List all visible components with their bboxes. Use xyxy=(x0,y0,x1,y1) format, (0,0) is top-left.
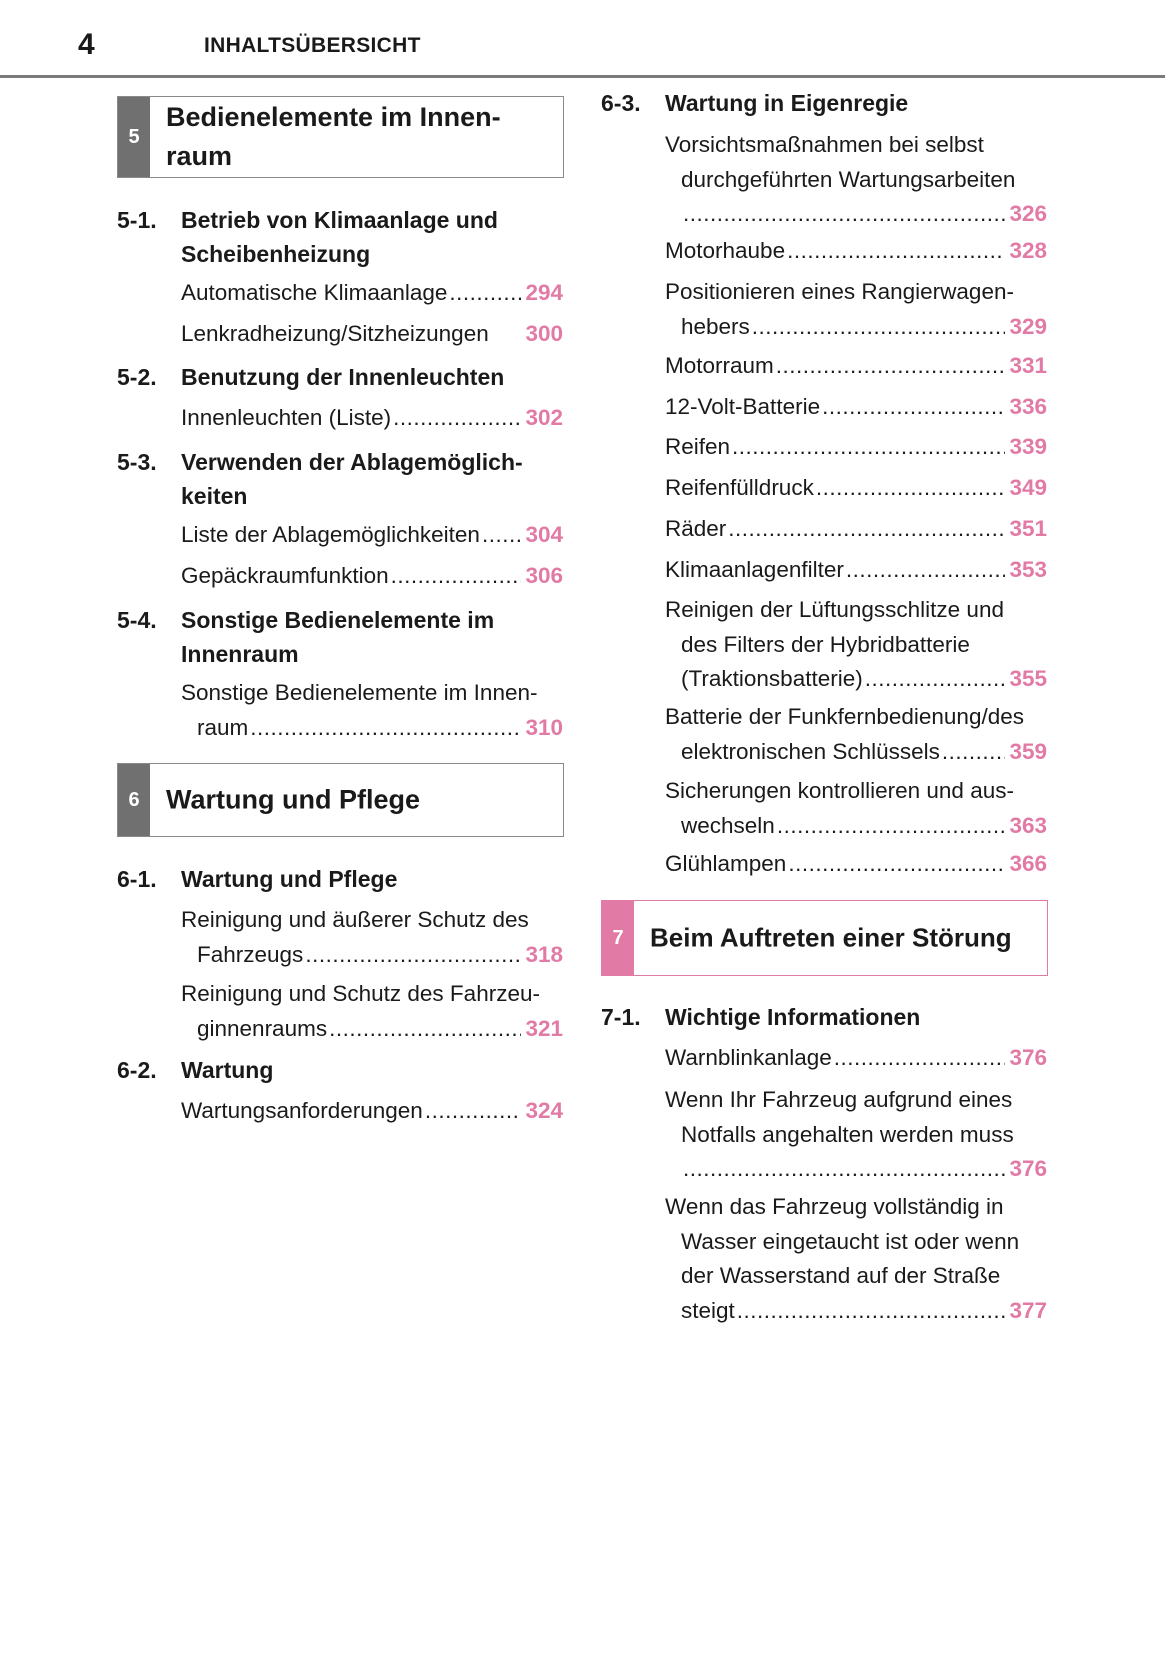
section-title: Betrieb von Klimaanlage und Scheibenheizung xyxy=(181,207,498,267)
toc-entry[interactable]: Innenleuchten (Liste) ..... 302 xyxy=(181,401,563,436)
page-number: 4 xyxy=(78,28,95,61)
chapter-7-heading[interactable] xyxy=(601,900,1048,976)
toc-entry[interactable]: Räder ..... 351 xyxy=(665,512,1047,547)
chapter-tab: 7 xyxy=(602,901,634,975)
section-number: 7-1. xyxy=(601,1004,641,1030)
section-title: Wartung und Pflege xyxy=(181,866,398,892)
toc-entry[interactable]: Batterie der Funkfernbedienung/des elektronischen Schlüssels ..... 359 xyxy=(665,700,1047,769)
chapter-6-heading[interactable] xyxy=(117,763,564,837)
toc-entry[interactable]: Reinigen der Lüftungsschlitze und des Filters der Hybridbatterie (Traktionsbatterie) ..... 355 xyxy=(665,593,1047,697)
page-ref: 377 xyxy=(1009,1297,1047,1323)
page-ref: 310 xyxy=(525,714,563,740)
page-ref: 363 xyxy=(1009,812,1047,838)
chapter-title: Beim Auftreten einer Störung xyxy=(650,922,1012,953)
page-ref: 331 xyxy=(1009,353,1047,378)
toc-entry[interactable]: Sonstige Bedienelemente im Innen- raum ..... 310 xyxy=(181,676,563,745)
toc-entry[interactable]: Reifen ..... 339 xyxy=(665,430,1047,465)
page-header xyxy=(0,0,1165,78)
section-number: 5-4. xyxy=(117,607,157,633)
toc-entry[interactable]: Warnblinkanlage ..... 376 xyxy=(665,1041,1047,1076)
section-number: 5-1. xyxy=(117,207,157,233)
toc-entry[interactable]: Reinigung und äußerer Schutz des Fahrzeugs ..... 318 xyxy=(181,903,563,972)
page-ref: 329 xyxy=(1009,313,1047,339)
toc-entry[interactable]: Sicherungen kontrollieren und aus- wechseln ..... 363 xyxy=(665,774,1047,843)
toc-entry[interactable]: Lenkradheizung/Sitzheizungen 300 xyxy=(181,317,563,352)
page-ref: 304 xyxy=(525,522,563,547)
page-ref: 359 xyxy=(1009,738,1047,764)
page-ref: 324 xyxy=(525,1098,563,1123)
section-number: 5-3. xyxy=(117,449,157,475)
toc-entry[interactable]: Reifenfülldruck ..... 349 xyxy=(665,471,1047,506)
header-divider xyxy=(0,75,1165,78)
page-ref: 376 xyxy=(1009,1045,1047,1070)
chapter-5-heading[interactable] xyxy=(117,96,564,178)
toc-entry[interactable]: Reinigung und Schutz des Fahrzeu- ginnenraums ..... 321 xyxy=(181,977,563,1046)
chapter-tab: 6 xyxy=(118,764,150,836)
page-ref: 349 xyxy=(1009,475,1047,500)
toc-entry[interactable]: Positionieren eines Rangierwagen- hebers ..... 329 xyxy=(665,275,1047,344)
page-title: INHALTSÜBERSICHT xyxy=(204,34,421,57)
toc-entry[interactable]: Vorsichtsmaßnahmen bei selbst durchgeführten Wartungsarbeiten ..... 326 xyxy=(665,128,1047,232)
toc-entry[interactable]: Motorhaube ..... 328 xyxy=(665,234,1047,269)
chapter-title: Bedienelemente im Innen- raum xyxy=(166,102,501,171)
toc-entry[interactable]: Klimaanlagenfilter ..... 353 xyxy=(665,553,1047,588)
page-ref: 326 xyxy=(1009,201,1047,226)
page-ref: 321 xyxy=(525,1015,563,1041)
page-ref: 328 xyxy=(1009,238,1047,263)
page-ref: 318 xyxy=(525,941,563,967)
section-title: Sonstige Bedienelemente im Innenraum xyxy=(181,607,495,667)
page-ref: 300 xyxy=(525,321,563,346)
toc-entry[interactable]: Wenn Ihr Fahrzeug aufgrund eines Notfalls angehalten werden muss ..... 376 xyxy=(665,1083,1047,1187)
section-number: 5-2. xyxy=(117,364,157,390)
section-number: 6-1. xyxy=(117,866,157,892)
page-ref: 376 xyxy=(1009,1156,1047,1181)
page-ref: 294 xyxy=(525,280,563,305)
page-ref: 353 xyxy=(1009,557,1047,582)
page-ref: 351 xyxy=(1009,516,1047,541)
page-ref: 339 xyxy=(1009,434,1047,459)
toc-entry[interactable]: Wartungsanforderungen ..... 324 xyxy=(181,1094,563,1129)
chapter-tab: 5 xyxy=(118,97,150,177)
toc-entry[interactable]: Wenn das Fahrzeug vollständig in Wasser eingetaucht ist oder wenn der Wasserstand auf der Straße steigt ..... 377 xyxy=(665,1190,1047,1328)
page-ref: 355 xyxy=(1009,666,1047,691)
toc-entry[interactable]: Glühlampen ..... 366 xyxy=(665,847,1047,882)
toc-entry[interactable]: Gepäckraumfunktion ..... 306 xyxy=(181,559,563,594)
toc-entry[interactable]: Motorraum ..... 331 xyxy=(665,349,1047,384)
page-ref: 366 xyxy=(1009,851,1047,876)
section-number: 6-2. xyxy=(117,1057,157,1083)
section-title: Verwenden der Ablagemöglich- keiten xyxy=(181,449,523,509)
toc-entry[interactable]: Automatische Klimaanlage ..... 294 xyxy=(181,276,563,311)
section-title: Wartung in Eigenregie xyxy=(665,90,909,116)
section-title: Benutzung der Innenleuchten xyxy=(181,364,505,390)
toc-entry[interactable]: Liste der Ablagemöglichkeiten ..... 304 xyxy=(181,518,563,553)
page-ref: 302 xyxy=(525,405,563,430)
section-title: Wichtige Informationen xyxy=(665,1004,921,1030)
chapter-title: Wartung und Pflege xyxy=(166,784,420,815)
page-ref: 306 xyxy=(525,563,563,588)
page-ref: 336 xyxy=(1009,394,1047,419)
section-number: 6-3. xyxy=(601,90,641,116)
toc-entry[interactable]: 12-Volt-Batterie ..... 336 xyxy=(665,390,1047,425)
section-title: Wartung xyxy=(181,1057,274,1083)
